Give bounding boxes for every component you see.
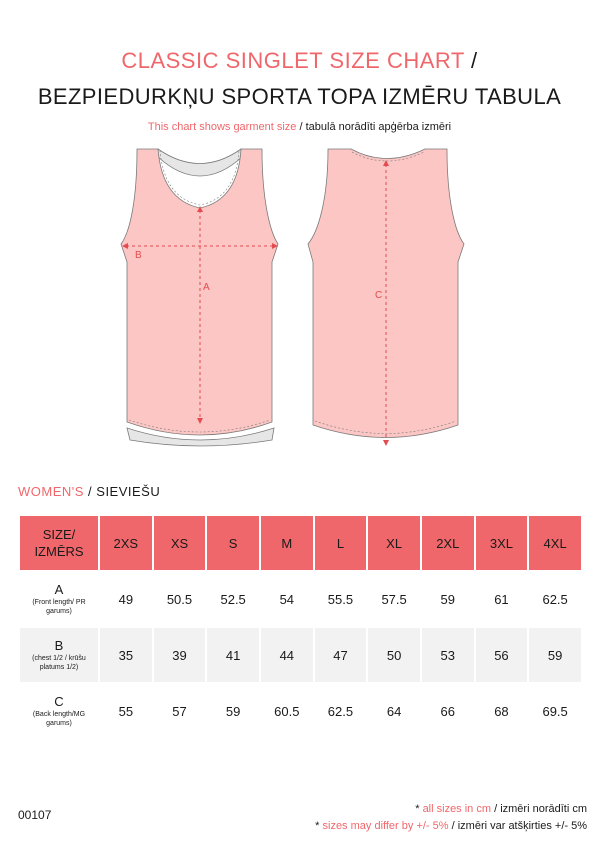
table-row-a [20,572,581,626]
front-back-inner [157,149,243,176]
table-cell: 41 [207,628,259,682]
row-description: (Front length/ PR garums) [32,599,86,615]
size-header-row [20,516,581,570]
table-cell: 35 [100,628,152,682]
section-label [18,484,160,499]
row-description: (Back length/MG garums) [32,711,86,727]
row-letter: C [54,694,64,709]
table-cell: 55.5 [315,572,367,626]
tolerance-note [315,820,587,832]
singlet-illustration [0,140,599,460]
row-label-b [20,628,98,682]
product-code: 00107 [18,808,52,822]
row-letter: A [54,582,64,597]
size-header-cell: M [261,516,313,570]
corner-line-2: IZMĒRS [34,544,84,559]
size-header-cell: XL [368,516,420,570]
table-cell: 39 [154,628,206,682]
table-cell: 69.5 [529,684,581,738]
table-cell: 57.5 [368,572,420,626]
table-cell: 62.5 [529,572,581,626]
table-cell: 68 [476,684,528,738]
size-header-cell: XS [154,516,206,570]
size-header-cell: L [315,516,367,570]
table-cell: 59 [207,684,259,738]
measure-a-label: A [203,282,210,293]
table-cell: 53 [422,628,474,682]
back-singlet [308,149,464,446]
table-cell: 59 [422,572,474,626]
table-cell: 62.5 [315,684,367,738]
tolerance-note-en: sizes may differ by +/- 5% [322,820,449,832]
subtitle-lv: / tabulā norādīti apģērba izmēri [296,121,452,133]
size-header-cell: S [207,516,259,570]
table-row-c [20,684,581,738]
table-cell: 49 [100,572,152,626]
table-cell: 50.5 [154,572,206,626]
title-separator: / [464,48,478,73]
table-cell: 64 [368,684,420,738]
note-star: * [315,820,323,832]
size-header-cell: 2XL [422,516,474,570]
subtitle-en: This chart shows garment size [147,121,297,133]
section-lv: / SIEVIEŠU [83,484,161,499]
table-cell: 47 [315,628,367,682]
size-corner-cell [20,516,98,570]
subtitle [0,121,599,133]
title-en: CLASSIC SINGLET SIZE CHART [121,48,465,73]
table-cell: 56 [476,628,528,682]
units-note-en: all sizes in cm [422,803,492,815]
measure-c-label: C [375,290,383,301]
table-cell: 66 [422,684,474,738]
measure-b-label: B [135,250,142,261]
tolerance-note-lv: / izmēri var atšķirties +/- 5% [448,820,587,832]
table-cell: 55 [100,684,152,738]
table-cell: 50 [368,628,420,682]
table-cell: 60.5 [261,684,313,738]
row-letter: B [54,638,64,653]
size-table [18,514,583,740]
note-star: * [415,803,423,815]
corner-line-1: SIZE/ [42,527,76,542]
table-cell: 61 [476,572,528,626]
row-description: (chest 1/2 / krūšu platums 1/2) [32,655,86,671]
table-cell: 52.5 [207,572,259,626]
page-title-en [0,48,599,74]
table-cell: 59 [529,628,581,682]
row-label-a [20,572,98,626]
page-title-lv: BEZPIEDURKŅU SPORTA TOPA IZMĒRU TABULA [37,84,562,109]
size-header-cell: 3XL [476,516,528,570]
row-label-c [20,684,98,738]
table-row-b [20,628,581,682]
table-cell: 54 [261,572,313,626]
size-header-cell: 4XL [529,516,581,570]
units-note-lv: / izmēri norādīti cm [491,803,587,815]
table-cell: 57 [154,684,206,738]
front-singlet [121,149,278,446]
units-note [415,803,587,815]
section-en: WOMEN'S [18,484,84,499]
size-header-cell: 2XS [100,516,152,570]
table-cell: 44 [261,628,313,682]
